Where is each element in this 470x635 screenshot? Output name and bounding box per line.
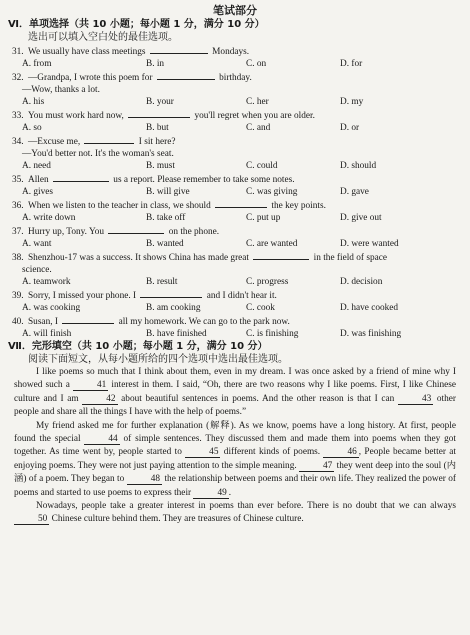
option-a[interactable]: A. want: [22, 239, 52, 249]
question-stem: [0, 224, 470, 238]
option-a[interactable]: A. write down: [22, 213, 76, 223]
answer-blank[interactable]: [84, 134, 134, 144]
option-c[interactable]: C. on: [246, 59, 267, 69]
question-text: Mondays.: [209, 47, 250, 57]
question-text: Allen: [28, 175, 51, 185]
option-d[interactable]: D. should: [340, 161, 377, 171]
option-d[interactable]: D. give out: [340, 213, 382, 223]
option-row: [0, 122, 470, 134]
answer-blank[interactable]: [128, 108, 190, 118]
passage-text: they went deep into the soul (内涵) of a poem. They began to: [14, 460, 457, 485]
question-text-continued: —You'd better not. It's the woman's seat.: [22, 149, 174, 159]
question-text: on the phone.: [166, 227, 220, 237]
question-text: You must work hard now,: [28, 111, 127, 121]
question-number: 34.: [12, 137, 24, 147]
question-text: you'll regret when you are older.: [192, 111, 315, 121]
option-b[interactable]: B. have finished: [146, 329, 207, 339]
cloze-paragraph-3: [14, 500, 456, 527]
option-d[interactable]: D. have cooked: [340, 303, 399, 313]
question-stem: [0, 288, 470, 302]
answer-blank[interactable]: [140, 288, 202, 298]
cloze-blank-44[interactable]: 44: [84, 434, 119, 445]
option-c[interactable]: C. put up: [246, 213, 281, 223]
passage-text: other people and share all the things I have with the help of poems.”: [14, 393, 456, 418]
question-text: Shenzhou-17 was a success. It shows China has made great: [28, 253, 252, 263]
cloze-passage: [0, 366, 470, 527]
option-a[interactable]: A. from: [22, 59, 52, 69]
answer-blank[interactable]: [157, 70, 215, 80]
section-7-heading: Ⅶ．完形填空（共 10 小题；每小题 1 分，满分 10 分）: [8, 341, 268, 352]
passage-text: I like poems so much that I think about them, even in my dream. I was once asked by a friend of mine why I showed such a: [14, 367, 456, 391]
question-text-continued: science.: [22, 265, 52, 275]
passage-text: the relationship between poems and their own life. They realized the power of poems and started to use poems to express their: [14, 474, 456, 498]
question-text: and I didn't hear it.: [204, 291, 277, 301]
question-stem: [0, 134, 470, 148]
option-a[interactable]: A. need: [22, 161, 51, 171]
passage-text: Chinese culture behind them. They are treasures of Chinese culture.: [49, 514, 304, 525]
question-text: in the field of space: [311, 253, 387, 263]
option-b[interactable]: B. will give: [146, 187, 190, 197]
passage-text: of simple sentences. They discussed them and made them into poems when they got together. As time went by, people started to: [14, 434, 456, 458]
option-row: [0, 238, 470, 250]
question-text: Hurry up, Tony. You: [28, 227, 107, 237]
option-b[interactable]: B. in: [146, 59, 165, 69]
question-text: —Grandpa, I wrote this poem for: [28, 73, 155, 83]
option-c[interactable]: C. was giving: [246, 187, 298, 197]
question-stem: [0, 314, 470, 328]
option-c[interactable]: C. progress: [246, 277, 289, 287]
passage-text: Nowadays, people take a greater interest in poems than ever before. There is no doubt that we can always: [36, 501, 456, 512]
question-number: 31.: [12, 47, 24, 57]
question-list: [0, 44, 470, 340]
question-text: the key points.: [269, 201, 326, 211]
option-d[interactable]: D. were wanted: [340, 239, 399, 249]
section-6-heading: Ⅵ．单项选择（共 10 小题；每小题 1 分，满分 10 分）: [8, 19, 265, 30]
option-row: [0, 96, 470, 108]
question-number: 40.: [12, 317, 24, 327]
option-a[interactable]: A. so: [22, 123, 42, 133]
option-b[interactable]: B. result: [146, 277, 178, 287]
passage-text: My friend asked me for further explanation (解释). As we know, poems have a long history. At first, people found the special: [14, 420, 456, 445]
answer-blank[interactable]: [53, 172, 109, 182]
cloze-blank-50[interactable]: 50: [14, 514, 49, 525]
option-a[interactable]: A. gives: [22, 187, 53, 197]
option-c[interactable]: C. is finishing: [246, 329, 299, 339]
option-c[interactable]: C. and: [246, 123, 271, 133]
section-6-instruction: 选出可以填入空白处的最佳选项。: [28, 32, 178, 43]
cloze-blank-49[interactable]: 49: [193, 488, 228, 499]
question-stem: [0, 108, 470, 122]
cloze-paragraph-2: [14, 420, 456, 500]
question-text-continued: —Wow, thanks a lot.: [22, 85, 100, 95]
question-number: 33.: [12, 111, 24, 121]
option-d[interactable]: D. gave: [340, 187, 369, 197]
page-title: 笔试部分: [213, 4, 257, 17]
option-b[interactable]: B. but: [146, 123, 169, 133]
question-number: 39.: [12, 291, 24, 301]
option-row: [0, 328, 470, 340]
option-row: [0, 212, 470, 224]
answer-blank[interactable]: [150, 44, 208, 54]
question-text: us a report. Please remember to take some notes.: [110, 175, 295, 185]
question-text: —Excuse me,: [28, 137, 83, 147]
passage-text: about beautiful sentences in poems. And the other reason is that I can: [117, 393, 398, 404]
cloze-blank-46[interactable]: 46: [323, 447, 358, 458]
question-text: Susan, I: [28, 317, 61, 327]
option-row: [0, 302, 470, 314]
option-b[interactable]: B. wanted: [146, 239, 184, 249]
cloze-blank-48[interactable]: 48: [127, 474, 162, 485]
passage-text: , People became better at enjoying poems. They were not just paying attention to the simple meaning.: [14, 447, 456, 471]
option-b[interactable]: B. your: [146, 97, 174, 107]
cloze-paragraph-1: [14, 366, 456, 420]
question-text: I sit here?: [136, 137, 176, 147]
cloze-blank-47[interactable]: 47: [299, 461, 334, 472]
option-c[interactable]: C. her: [246, 97, 269, 107]
cloze-blank-41[interactable]: 41: [73, 380, 108, 391]
option-c[interactable]: C. could: [246, 161, 278, 171]
question-stem: [0, 198, 470, 212]
option-b[interactable]: B. must: [146, 161, 175, 171]
option-a[interactable]: A. was cooking: [22, 303, 81, 313]
question-stem: [0, 70, 470, 84]
option-a[interactable]: A. his: [22, 97, 45, 107]
cloze-blank-42[interactable]: 42: [82, 394, 117, 405]
question-text: all my homework. We can go to the park now.: [116, 317, 290, 327]
option-row: [0, 160, 470, 172]
option-a[interactable]: A. teamwork: [22, 277, 71, 287]
question-number: 36.: [12, 201, 24, 211]
option-d[interactable]: D. my: [340, 97, 364, 107]
cloze-blank-43[interactable]: 43: [398, 394, 433, 405]
question-text: Sorry, I missed your phone. I: [28, 291, 139, 301]
option-b[interactable]: B. am cooking: [146, 303, 201, 313]
passage-text: .: [228, 487, 232, 498]
option-d[interactable]: D. or: [340, 123, 360, 133]
question-stem: [0, 172, 470, 186]
answer-blank[interactable]: [62, 314, 114, 324]
question-stem: [0, 44, 470, 58]
answer-blank[interactable]: [215, 198, 267, 208]
option-d[interactable]: D. decision: [340, 277, 383, 287]
question-stem: [0, 250, 470, 264]
question-number: 32.: [12, 73, 24, 83]
option-a[interactable]: A. will finish: [22, 329, 72, 339]
option-row: [0, 58, 470, 70]
option-c[interactable]: C. are wanted: [246, 239, 298, 249]
question-number: 35.: [12, 175, 24, 185]
question-text: We usually have class meetings: [28, 47, 148, 57]
question-text: When we listen to the teacher in class, we should: [28, 201, 214, 211]
question-number: 38.: [12, 253, 24, 263]
passage-text: interest in them. I said, “Oh, there are two reasons why I like poems. First, I like Chinese culture and I am: [14, 380, 456, 404]
option-row: [0, 186, 470, 198]
section-7-instruction: 阅读下面短文，从每小题所给的四个选项中选出最佳选项。: [28, 354, 288, 365]
answer-blank[interactable]: [108, 224, 164, 234]
option-d[interactable]: D. was finishing: [340, 329, 402, 339]
option-b[interactable]: B. take off: [146, 213, 186, 223]
option-c[interactable]: C. cook: [246, 303, 275, 313]
question-text: birthday.: [216, 73, 252, 83]
answer-blank[interactable]: [253, 250, 309, 260]
option-row: [0, 276, 470, 288]
option-d[interactable]: D. for: [340, 59, 363, 69]
cloze-blank-45[interactable]: 45: [185, 447, 220, 458]
question-number: 37.: [12, 227, 24, 237]
passage-text: different kinds of poems.: [220, 447, 324, 458]
